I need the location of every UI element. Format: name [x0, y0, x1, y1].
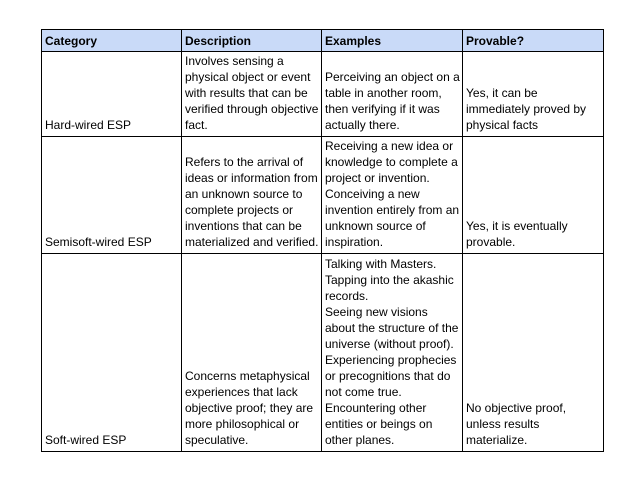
row-examples — [322, 254, 463, 452]
table-row — [42, 52, 604, 137]
row-description: Refers to the arrival of ideas or information from an unknown source to complete projects or inventions that can be materialized and verified. — [182, 137, 322, 254]
row-description: Concerns metaphysical experiences that lack objective proof; they are more philosophical or speculative. — [182, 254, 322, 452]
row-provable: Yes, it can be immediately proved by physical facts — [463, 52, 604, 137]
table-row — [42, 137, 604, 254]
row-provable: No objective proof, unless results materialize. — [463, 254, 604, 452]
example-item: Perceiving an object on a table in another room, then verifying if it was actually there. — [325, 70, 460, 132]
row-category: Soft-wired ESP — [42, 254, 182, 452]
table-header-row — [42, 30, 604, 52]
row-category: Hard-wired ESP — [42, 52, 182, 137]
example-item: Conceiving a new invention entirely from an unknown source of inspiration. — [325, 187, 460, 249]
esp-classification-table — [41, 29, 604, 452]
row-category: Semisoft-wired ESP — [42, 137, 182, 254]
example-item: Experiencing prophecies or precognitions that do not come true. — [325, 353, 457, 399]
row-description: Involves sensing a physical object or event with results that can be verified through objective fact. — [182, 52, 322, 137]
example-item: Tapping into the akashic records. — [325, 273, 454, 303]
example-item: Seeing new visions about the structure of the universe (without proof). — [325, 305, 459, 351]
header-examples: Examples — [322, 30, 463, 52]
header-provable: Provable? — [463, 30, 604, 52]
row-examples — [322, 52, 463, 137]
example-item: Talking with Masters. — [325, 257, 437, 271]
header-category: Category — [42, 30, 182, 52]
table-row — [42, 254, 604, 452]
header-description: Description — [182, 30, 322, 52]
row-provable: Yes, it is eventually provable. — [463, 137, 604, 254]
example-item: Receiving a new idea or knowledge to complete a project or invention. — [325, 139, 458, 185]
example-item: Encountering other entities or beings on other planes. — [325, 401, 433, 447]
row-examples — [322, 137, 463, 254]
